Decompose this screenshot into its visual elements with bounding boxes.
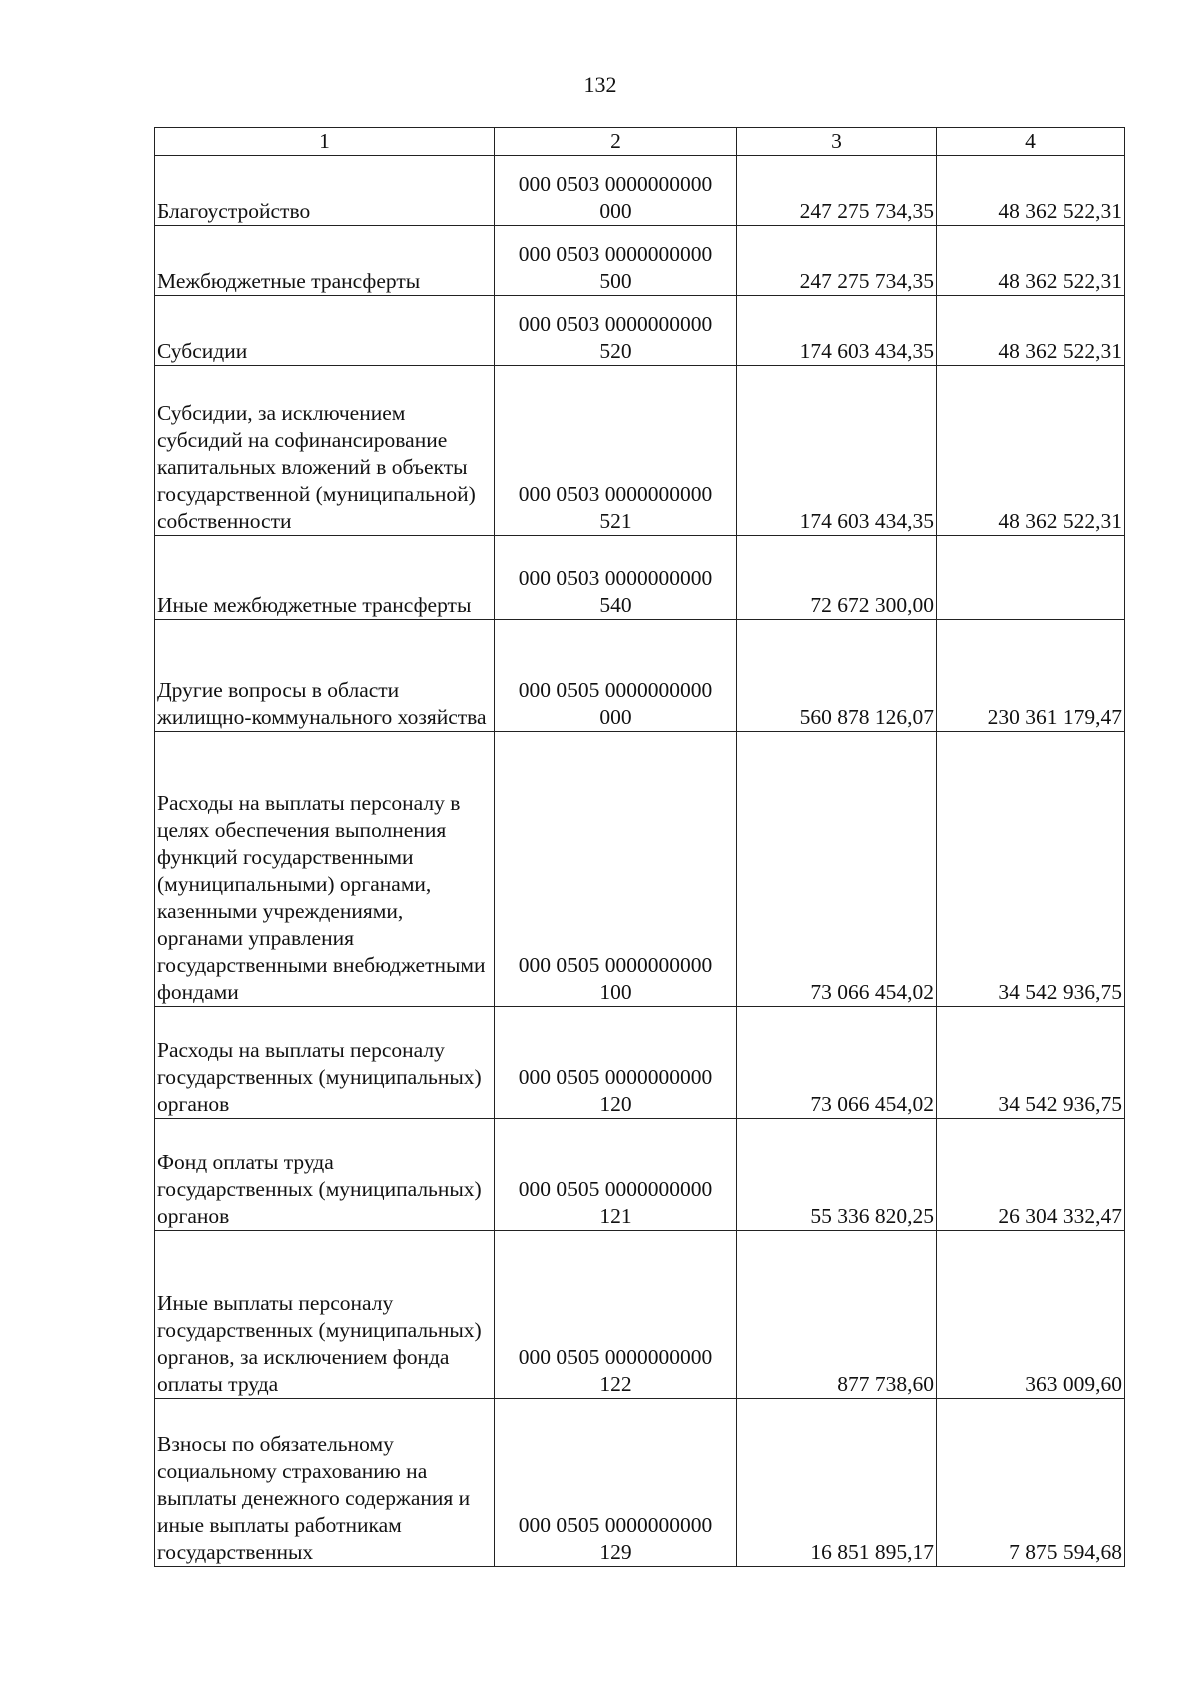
row-value-col3: 72 672 300,00 <box>737 536 937 620</box>
row-code <box>495 536 737 620</box>
table-header-row <box>155 128 1125 156</box>
code-line: 121 <box>599 1204 632 1228</box>
table-row <box>155 536 1125 620</box>
code-line: 000 0505 0000000000 <box>518 953 713 977</box>
table-row <box>155 1007 1125 1119</box>
table-row <box>155 1231 1125 1399</box>
row-value-col3: 560 878 126,07 <box>737 620 937 732</box>
row-value-col4: 48 362 522,31 <box>937 296 1125 366</box>
row-value-col4: 7 875 594,68 <box>937 1399 1125 1567</box>
code-line: 122 <box>599 1372 632 1396</box>
row-value-col3: 247 275 734,35 <box>737 156 937 226</box>
row-code <box>495 1399 737 1567</box>
row-code <box>495 1119 737 1231</box>
code-line: 000 <box>599 199 632 223</box>
table-row <box>155 732 1125 1007</box>
row-name: Другие вопросы в области жилищно-коммунального хозяйства <box>155 620 495 732</box>
code-line: 000 0503 0000000000 <box>518 566 713 590</box>
code-line: 500 <box>599 269 632 293</box>
row-value-col4: 230 361 179,47 <box>937 620 1125 732</box>
row-code <box>495 732 737 1007</box>
row-code <box>495 296 737 366</box>
code-line: 000 0503 0000000000 <box>518 172 713 196</box>
row-value-col3: 247 275 734,35 <box>737 226 937 296</box>
code-line: 520 <box>599 339 632 363</box>
row-value-col3: 55 336 820,25 <box>737 1119 937 1231</box>
column-header: 3 <box>737 128 937 156</box>
table-row <box>155 1399 1125 1567</box>
code-line: 000 0505 0000000000 <box>518 1177 713 1201</box>
code-line: 129 <box>599 1540 632 1564</box>
table-row <box>155 296 1125 366</box>
code-line: 521 <box>599 509 632 533</box>
row-value-col4: 48 362 522,31 <box>937 226 1125 296</box>
row-name: Расходы на выплаты персоналу государственных (муниципальных) органов <box>155 1007 495 1119</box>
table-row <box>155 226 1125 296</box>
row-code <box>495 1007 737 1119</box>
column-header: 4 <box>937 128 1125 156</box>
row-code <box>495 226 737 296</box>
code-line: 000 0503 0000000000 <box>518 482 713 506</box>
code-line: 000 0503 0000000000 <box>518 312 713 336</box>
code-line: 100 <box>599 980 632 1004</box>
row-name: Иные выплаты персоналу государственных (муниципальных) органов, за исключением фонда оплаты труда <box>155 1231 495 1399</box>
table-row <box>155 156 1125 226</box>
code-line: 120 <box>599 1092 632 1116</box>
row-code <box>495 620 737 732</box>
table-row <box>155 366 1125 536</box>
row-value-col4: 26 304 332,47 <box>937 1119 1125 1231</box>
code-line: 000 0505 0000000000 <box>518 678 713 702</box>
row-code <box>495 156 737 226</box>
row-value-col3: 174 603 434,35 <box>737 366 937 536</box>
code-line: 000 0505 0000000000 <box>518 1513 713 1537</box>
row-name: Субсидии, за исключением субсидий на софинансирование капитальных вложений в объекты государственной (муниципальной) собственности <box>155 366 495 536</box>
row-name: Благоустройство <box>155 156 495 226</box>
row-name: Расходы на выплаты персоналу в целях обеспечения выполнения функций государственными (муниципальными) органами, казенными учреждениями, органами управления государственными внебюджетными фондами <box>155 732 495 1007</box>
row-name: Межбюджетные трансферты <box>155 226 495 296</box>
row-name: Фонд оплаты труда государственных (муниципальных) органов <box>155 1119 495 1231</box>
code-line: 000 0503 0000000000 <box>518 242 713 266</box>
column-header: 2 <box>495 128 737 156</box>
row-value-col3: 174 603 434,35 <box>737 296 937 366</box>
table-row <box>155 620 1125 732</box>
row-value-col4: 363 009,60 <box>937 1231 1125 1399</box>
row-name: Иные межбюджетные трансферты <box>155 536 495 620</box>
code-line: 000 0505 0000000000 <box>518 1345 713 1369</box>
page-number: 132 <box>583 72 617 97</box>
row-value-col4: 34 542 936,75 <box>937 732 1125 1007</box>
table-row <box>155 1119 1125 1231</box>
code-line: 000 <box>599 705 632 729</box>
row-code <box>495 366 737 536</box>
code-line: 000 0505 0000000000 <box>518 1065 713 1089</box>
row-value-col3: 73 066 454,02 <box>737 732 937 1007</box>
row-name: Субсидии <box>155 296 495 366</box>
row-value-col4: 34 542 936,75 <box>937 1007 1125 1119</box>
row-value-col4: 48 362 522,31 <box>937 366 1125 536</box>
row-name: Взносы по обязательному социальному страхованию на выплаты денежного содержания и иные выплаты работникам государственных <box>155 1399 495 1567</box>
column-header: 1 <box>155 128 495 156</box>
row-value-col4 <box>937 536 1125 620</box>
row-value-col3: 877 738,60 <box>737 1231 937 1399</box>
row-code <box>495 1231 737 1399</box>
row-value-col3: 73 066 454,02 <box>737 1007 937 1119</box>
code-line: 540 <box>599 593 632 617</box>
budget-table <box>154 127 1125 1567</box>
row-value-col3: 16 851 895,17 <box>737 1399 937 1567</box>
row-value-col4: 48 362 522,31 <box>937 156 1125 226</box>
